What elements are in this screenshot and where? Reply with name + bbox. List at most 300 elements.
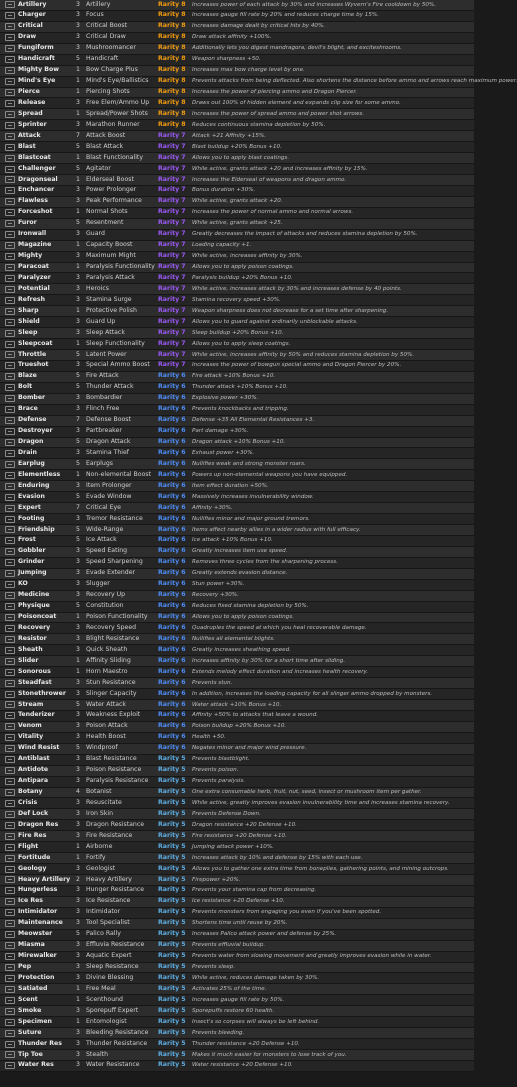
skill-description: Activates 25% of the time.: [192, 985, 267, 992]
skill-description: Jumping attack power +10%.: [192, 843, 274, 850]
decoration-level: 3: [76, 678, 80, 686]
rarity-label: Rarity 6: [158, 427, 186, 435]
skill-description: While active, greatly improves evasion invulnerability time and increases stamina recovery.: [192, 799, 450, 806]
rarity-label: Rarity 7: [158, 273, 186, 281]
table-row: [0, 427, 474, 438]
skill-name: Marathon Runner: [86, 120, 140, 128]
rarity-label: Rarity 6: [158, 722, 186, 730]
decoration-name: Handicraft: [18, 55, 55, 63]
decoration-name: Antiblast: [18, 755, 50, 763]
skill-name: Geologist: [86, 864, 116, 872]
decoration-level: 1: [76, 613, 80, 620]
decoration-name: KO: [18, 580, 28, 588]
decoration-name: Defense: [18, 416, 47, 424]
decoration-name: Slider: [18, 656, 39, 664]
decoration-level: 3: [76, 405, 80, 413]
rarity-label: Rarity 6: [158, 623, 186, 631]
decoration-name: Charger: [18, 11, 46, 19]
decoration-icon: [5, 23, 15, 30]
rarity-label: Rarity 7: [158, 142, 186, 150]
skill-name: Blight Resistance: [86, 634, 140, 642]
decoration-name: Scent: [18, 995, 38, 1003]
skill-name: Blast Functionality: [86, 153, 144, 161]
skill-description: Nullifies weak and strong monster roars.: [192, 460, 306, 467]
decoration-name: Sharp: [18, 306, 39, 314]
decoration-level: 5: [76, 930, 80, 938]
table-row: [0, 766, 474, 777]
decoration-level: 3: [76, 230, 80, 238]
rarity-label: Rarity 8: [158, 55, 186, 63]
skill-description: Increases the power of bowgun special ammo and Dragon Piercer by 20%.: [192, 362, 402, 369]
skill-name: Slugger: [86, 580, 110, 588]
decoration-icon: [5, 231, 15, 238]
rarity-label: Rarity 5: [158, 1017, 186, 1025]
decoration-icon: [5, 176, 15, 183]
rarity-label: Rarity 6: [158, 667, 186, 675]
skill-description: Makes it much easier for monsters to lose track of you.: [192, 1051, 347, 1058]
skill-name: Elderseal Boost: [86, 175, 134, 183]
decoration-name: Crisis: [18, 798, 38, 806]
decoration-level: 3: [76, 295, 80, 303]
skill-name: Critical Boost: [86, 22, 128, 30]
skill-description: Prevents knockbacks and tripping.: [192, 406, 289, 413]
rarity-label: Rarity 6: [158, 383, 186, 391]
decoration-name: Sheath: [18, 645, 43, 653]
skill-description: Increases Palico attack power and defense by 25%.: [192, 931, 337, 938]
table-row: [0, 580, 474, 591]
skill-name: Blast Resistance: [86, 755, 137, 763]
skill-description: One extra consumable herb, fruit, nut, seed, insect or mushroom item per gather.: [192, 789, 422, 795]
decoration-level: 3: [76, 973, 80, 981]
skill-name: Palico Rally: [86, 930, 121, 938]
decoration-level: 3: [76, 273, 80, 281]
decoration-name: Critical: [18, 22, 43, 30]
skill-name: Hunger Resistance: [86, 886, 145, 894]
decoration-level: 1: [76, 153, 80, 161]
skill-description: Prevents paralysis.: [192, 778, 246, 785]
skill-description: Prevents attacks from being deflected. Also shortens the distance before ammo and arrows reach maximum power.: [192, 78, 517, 85]
skill-name: Poison Attack: [86, 722, 128, 730]
decoration-level: 3: [76, 361, 80, 369]
decoration-level: 3: [76, 809, 80, 817]
decoration-name: Paracoat: [18, 263, 49, 270]
decoration-level: 3: [76, 33, 80, 41]
skill-name: Peak Performance: [86, 197, 142, 205]
rarity-label: Rarity 6: [158, 481, 186, 489]
rarity-label: Rarity 6: [158, 372, 186, 380]
table-row: [0, 1017, 474, 1028]
decoration-icon: [5, 198, 15, 205]
rarity-label: Rarity 6: [158, 711, 186, 719]
decoration-icon: [5, 384, 15, 391]
skill-description: Insect's so corpses will always be left behind.: [192, 1018, 320, 1025]
decoration-name: Resistor: [18, 634, 47, 642]
decoration-level: 3: [76, 197, 80, 205]
decoration-level: 5: [76, 219, 80, 227]
skill-name: Stealth: [86, 1050, 109, 1058]
decoration-name: Antipara: [18, 777, 49, 785]
table-row: [0, 481, 474, 492]
skill-name: Water Attack: [86, 700, 127, 708]
skill-description: Greatly extends evasion distance.: [192, 570, 288, 577]
skill-description: Dragon resistance +20 Defense +10.: [192, 821, 297, 828]
decoration-name: Def Lock: [18, 809, 49, 817]
decoration-level: 3: [76, 252, 80, 260]
decoration-level: 3: [76, 1050, 80, 1058]
decoration-name: Intimidator: [18, 908, 58, 916]
skill-description: Water resistance +20 Defense +10.: [192, 1062, 293, 1069]
decoration-icon: [5, 406, 15, 413]
decoration-level: 3: [76, 864, 80, 872]
rarity-label: Rarity 6: [158, 492, 186, 500]
decoration-icon: [5, 581, 15, 588]
decoration-name: Blaze: [18, 372, 37, 380]
decoration-icon: [5, 1019, 15, 1026]
skill-description: Allows you to gather one extra time from boneplies, gathering points, and mining outcrops.: [192, 865, 449, 872]
rarity-label: Rarity 6: [158, 645, 186, 653]
skill-name: Scenthound: [86, 995, 123, 1003]
decoration-level: 3: [76, 547, 80, 555]
skill-name: Agitator: [86, 164, 111, 172]
table-row: [0, 700, 474, 711]
rarity-label: Rarity 6: [158, 514, 186, 522]
table-row: [0, 733, 474, 744]
decoration-level: 1: [76, 667, 80, 675]
decoration-level: 3: [76, 22, 80, 30]
skill-description: Blast buildup +20% Bonus +10.: [192, 143, 282, 150]
decoration-icon: [5, 680, 15, 687]
skill-description: In addition, increases the loading capacity for all slinger ammo dropped by monsters.: [192, 690, 433, 697]
decoration-icon: [5, 887, 15, 894]
decoration-name: Satiated: [18, 984, 48, 992]
decoration-icon: [5, 341, 15, 348]
skill-name: Artillery: [86, 0, 111, 8]
decoration-icon: [5, 537, 15, 544]
skill-name: Horn Maestro: [86, 667, 128, 675]
skill-description: Prevents monsters from engaging you even if you've been spotted.: [192, 909, 382, 916]
rarity-label: Rarity 6: [158, 416, 186, 424]
decoration-icon: [5, 319, 15, 326]
rarity-label: Rarity 7: [158, 263, 186, 270]
decoration-icon: [5, 122, 15, 129]
skill-name: Poison Resistance: [86, 766, 142, 774]
skill-description: Prevents poison.: [192, 767, 239, 774]
decoration-level: 5: [76, 492, 80, 500]
decoration-level: 3: [76, 645, 80, 653]
decoration-name: Grinder: [18, 558, 45, 566]
decoration-level: 2: [76, 875, 80, 883]
rarity-label: Rarity 7: [158, 252, 186, 260]
decoration-level: 4: [76, 788, 80, 795]
table-row: [0, 645, 474, 656]
rarity-label: Rarity 6: [158, 733, 186, 741]
skill-description: Poison buildup +20% Bonus +10.: [192, 723, 287, 730]
skill-name: Weakness Exploit: [86, 711, 141, 719]
rarity-label: Rarity 5: [158, 941, 186, 949]
rarity-label: Rarity 6: [158, 569, 186, 577]
decoration-name: Poisoncoat: [18, 613, 57, 620]
table-row: [0, 1028, 474, 1039]
table-row: [0, 656, 474, 667]
decoration-level: 3: [76, 186, 80, 194]
rarity-label: Rarity 6: [158, 613, 186, 620]
decoration-icon: [5, 1051, 15, 1058]
decoration-level: 3: [76, 448, 80, 456]
table-row: [0, 109, 474, 120]
decoration-icon: [5, 264, 15, 271]
decoration-level: 3: [76, 711, 80, 719]
skill-name: Normal Shots: [86, 208, 128, 216]
rarity-label: Rarity 6: [158, 394, 186, 402]
table-row: [0, 569, 474, 580]
skill-description: Explosive power +30%.: [192, 395, 259, 402]
table-row: [0, 263, 474, 274]
skill-description: Increases the power of spread ammo and power shot arrows.: [192, 110, 365, 117]
decoration-name: Potential: [18, 284, 50, 292]
table-row: [0, 602, 474, 613]
rarity-label: Rarity 6: [158, 448, 186, 456]
skill-description: Increases affinity by 30% for a short time after sliding.: [192, 657, 346, 664]
table-row: [0, 984, 474, 995]
skill-description: Prevents bleeding.: [192, 1029, 245, 1036]
rarity-label: Rarity 5: [158, 1061, 186, 1069]
decoration-icon: [5, 625, 15, 632]
table-row: [0, 405, 474, 416]
decoration-name: Recovery: [18, 623, 51, 631]
table-row: [0, 689, 474, 700]
skill-description: Prevents Defense Down.: [192, 810, 261, 817]
decoration-level: 5: [76, 525, 80, 533]
skill-description: Greatly decreases the impact of attacks and reduces stamina depletion by 50%.: [192, 231, 418, 238]
decoration-icon: [5, 526, 15, 533]
decoration-level: 3: [76, 284, 80, 292]
decoration-level: 3: [76, 558, 80, 566]
decoration-level: 3: [76, 831, 80, 839]
skill-name: Mushroomancer: [86, 44, 136, 52]
skill-name: Entomologist: [86, 1017, 127, 1025]
rarity-label: Rarity 7: [158, 284, 186, 292]
skill-description: Prevents sleep.: [192, 964, 235, 970]
skill-name: Ice Resistance: [86, 897, 131, 905]
decoration-level: 5: [76, 164, 80, 172]
table-row: [0, 328, 474, 339]
decoration-icon: [5, 308, 15, 315]
decoration-icon: [5, 362, 15, 369]
decoration-icon: [5, 701, 15, 708]
table-row: [0, 120, 474, 131]
table-row: [0, 744, 474, 755]
table-row: [0, 963, 474, 974]
decoration-name: Attack: [18, 131, 41, 139]
skill-description: Fire resistance +20 Defense +10.: [192, 832, 287, 839]
skill-name: Item Prolonger: [86, 481, 132, 489]
rarity-label: Rarity 8: [158, 98, 186, 106]
decoration-icon: [5, 778, 15, 785]
table-row: [0, 930, 474, 941]
rarity-label: Rarity 8: [158, 66, 186, 74]
skill-description: Nullifies minor and major ground tremors.: [192, 515, 310, 522]
decoration-icon: [5, 789, 15, 796]
skill-description: Powers up non-elemental weapons you have equipped.: [192, 471, 348, 478]
decoration-level: 5: [76, 383, 80, 391]
decoration-icon: [5, 734, 15, 741]
skill-name: Thunder Resistance: [86, 1039, 148, 1047]
rarity-label: Rarity 6: [158, 470, 186, 478]
decoration-icon: [5, 920, 15, 927]
decoration-level: 3: [76, 897, 80, 905]
decoration-icon: [5, 647, 15, 654]
skill-description: Prevents your stamina cap from decreasing.: [192, 887, 317, 894]
decoration-icon: [5, 155, 15, 162]
skill-name: Evade Window: [86, 492, 132, 500]
rarity-label: Rarity 8: [158, 11, 186, 19]
skill-name: Speed Sharpening: [86, 558, 143, 566]
skill-description: Removes three cycles from the sharpening process.: [192, 559, 338, 566]
decoration-name: Mirewalker: [18, 952, 57, 960]
decoration-name: Tenderizer: [18, 711, 55, 719]
decoration-icon: [5, 953, 15, 960]
rarity-label: Rarity 6: [158, 634, 186, 642]
decoration-level: 1: [76, 88, 80, 95]
decoration-name: Specimen: [18, 1017, 52, 1025]
rarity-label: Rarity 6: [158, 591, 186, 599]
table-row: [0, 547, 474, 558]
skill-name: Evade Extender: [86, 569, 136, 577]
rarity-label: Rarity 8: [158, 0, 186, 8]
decoration-name: Physique: [18, 602, 50, 610]
decoration-icon: [5, 811, 15, 818]
rarity-label: Rarity 6: [158, 558, 186, 566]
decoration-name: Maintenance: [18, 919, 63, 927]
decoration-level: 5: [76, 438, 80, 445]
skill-name: Guard: [86, 230, 105, 238]
table-row: [0, 973, 474, 984]
skill-description: Fire attack +10% Bonus +10.: [192, 373, 276, 380]
skill-name: Free Meal: [86, 984, 116, 992]
table-row: [0, 0, 474, 11]
skill-name: Blast Attack: [86, 142, 124, 150]
decoration-icon: [5, 986, 15, 993]
decoration-level: 3: [76, 1006, 80, 1014]
decoration-level: 3: [76, 514, 80, 522]
decoration-name: Bomber: [18, 394, 46, 402]
decoration-icon: [5, 723, 15, 730]
decoration-name: Fire Res: [18, 831, 47, 839]
decoration-icon: [5, 658, 15, 665]
decoration-name: Magazine: [18, 241, 52, 249]
skill-name: Slinger Capacity: [86, 689, 137, 697]
skill-description: Prevents water from slowing movement and greatly improves evasion while in water.: [192, 953, 432, 960]
decoration-icon: [5, 975, 15, 982]
decoration-level: 5: [76, 142, 80, 150]
rarity-label: Rarity 6: [158, 744, 186, 752]
decoration-name: Challenger: [18, 164, 56, 172]
rarity-label: Rarity 7: [158, 339, 186, 347]
rarity-label: Rarity 5: [158, 919, 186, 927]
table-row: [0, 230, 474, 241]
decoration-level: 1: [76, 306, 80, 314]
rarity-label: Rarity 6: [158, 656, 186, 664]
rarity-label: Rarity 7: [158, 295, 186, 303]
skill-description: Paralysis buildup +20% Bonus +10.: [192, 274, 293, 281]
table-row: [0, 941, 474, 952]
skill-description: Ice attack +10% Bonus +10.: [192, 537, 273, 544]
skill-description: While active, grants attack +20 and increases affinity by 15%.: [192, 165, 368, 172]
decoration-name: Dragon: [18, 438, 44, 445]
decoration-name: Fungiform: [18, 44, 54, 52]
skill-name: Dragon Resistance: [86, 820, 145, 828]
decoration-name: Pierce: [18, 88, 40, 95]
decoration-name: Flawless: [18, 197, 48, 205]
decoration-icon: [5, 45, 15, 52]
skill-description: Reduces fixed stamina depletion by 50%.: [192, 603, 309, 610]
decoration-icon: [5, 909, 15, 916]
decoration-icon: [5, 767, 15, 774]
skill-name: Heroics: [86, 284, 109, 292]
rarity-label: Rarity 6: [158, 503, 186, 511]
table-row: [0, 908, 474, 919]
decoration-icon: [5, 78, 15, 85]
decoration-level: 1: [76, 66, 80, 74]
skill-name: Mind's Eye/Ballistics: [86, 77, 149, 85]
skill-name: Defense Boost: [86, 416, 131, 424]
rarity-label: Rarity 6: [158, 525, 186, 533]
table-row: [0, 295, 474, 306]
skill-description: While active, increases attack by 30% and increases defense by 40 points.: [192, 285, 402, 292]
skill-description: Increases the power of normal ammo and normal arrows.: [192, 209, 354, 216]
rarity-label: Rarity 5: [158, 1028, 186, 1036]
rarity-label: Rarity 6: [158, 405, 186, 413]
decoration-level: 3: [76, 481, 80, 489]
decoration-icon: [5, 100, 15, 107]
decoration-name: Stonethrower: [18, 689, 66, 697]
skill-name: Critical Draw: [86, 33, 126, 41]
skill-name: Bleeding Resistance: [86, 1028, 149, 1036]
decoration-level: 1: [76, 656, 80, 664]
rarity-label: Rarity 6: [158, 678, 186, 686]
decoration-level: 1: [76, 470, 80, 478]
skill-description: Quadruples the speed at which you heal recoverable damage.: [192, 624, 367, 631]
rarity-label: Rarity 8: [158, 77, 186, 85]
table-row: [0, 470, 474, 481]
table-row: [0, 820, 474, 831]
rarity-label: Rarity 7: [158, 317, 186, 325]
decoration-level: 3: [76, 120, 80, 128]
decoration-name: Ironwall: [18, 230, 47, 238]
decoration-level: 3: [76, 941, 80, 949]
table-row: [0, 131, 474, 142]
rarity-label: Rarity 7: [158, 361, 186, 369]
table-row: [0, 273, 474, 284]
rarity-label: Rarity 6: [158, 438, 186, 445]
table-row: [0, 98, 474, 109]
decoration-level: 3: [76, 919, 80, 927]
decoration-icon: [5, 209, 15, 216]
table-row: [0, 919, 474, 930]
skill-name: Handicraft: [86, 55, 119, 63]
decoration-icon: [5, 286, 15, 293]
decoration-icon: [5, 253, 15, 260]
decoration-level: 3: [76, 427, 80, 435]
rarity-label: Rarity 7: [158, 175, 186, 183]
skill-name: Tremor Resistance: [86, 514, 143, 522]
rarity-label: Rarity 7: [158, 350, 186, 358]
decoration-icon: [5, 1062, 15, 1069]
decoration-name: Vitality: [18, 733, 44, 741]
decoration-name: Heavy Artillery: [18, 875, 71, 883]
rarity-label: Rarity 5: [158, 820, 186, 828]
table-row: [0, 831, 474, 842]
